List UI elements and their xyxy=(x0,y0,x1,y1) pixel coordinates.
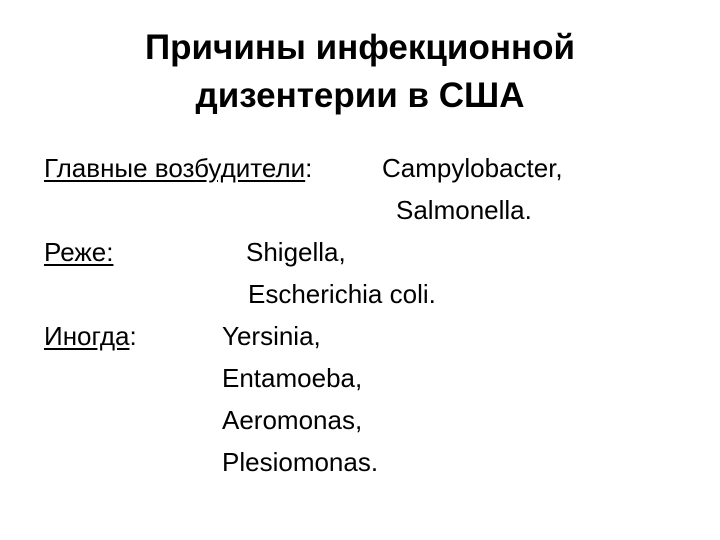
pathogen-item: Aeromonas, xyxy=(222,405,363,435)
pathogen-item: Yersinia, xyxy=(222,321,321,351)
pathogen-item: Salmonella. xyxy=(396,195,532,225)
pathogen-item: Entamoeba, xyxy=(222,363,363,393)
pathogen-item: Shigella, xyxy=(246,237,346,267)
rare-pathogens-label-row xyxy=(44,236,113,268)
pathogen-item: Campylobacter, xyxy=(382,153,563,183)
title-line-2: дизентерии в США xyxy=(195,76,525,115)
slide-title xyxy=(0,24,720,120)
rare-pathogens-label: Реже: xyxy=(44,237,114,267)
title-line-1: Причины инфекционной xyxy=(144,28,576,67)
main-pathogens-label: Главные возбудители xyxy=(44,153,306,183)
sometimes-pathogens-label-row xyxy=(44,320,137,352)
main-pathogens-label-row xyxy=(44,152,312,184)
main-pathogens-colon: : xyxy=(305,153,313,183)
sometimes-pathogens-colon: : xyxy=(129,321,137,351)
pathogen-item: Escherichia coli. xyxy=(248,279,436,309)
pathogen-item: Plesiomonas. xyxy=(222,447,379,477)
sometimes-pathogens-label: Иногда xyxy=(44,321,130,351)
